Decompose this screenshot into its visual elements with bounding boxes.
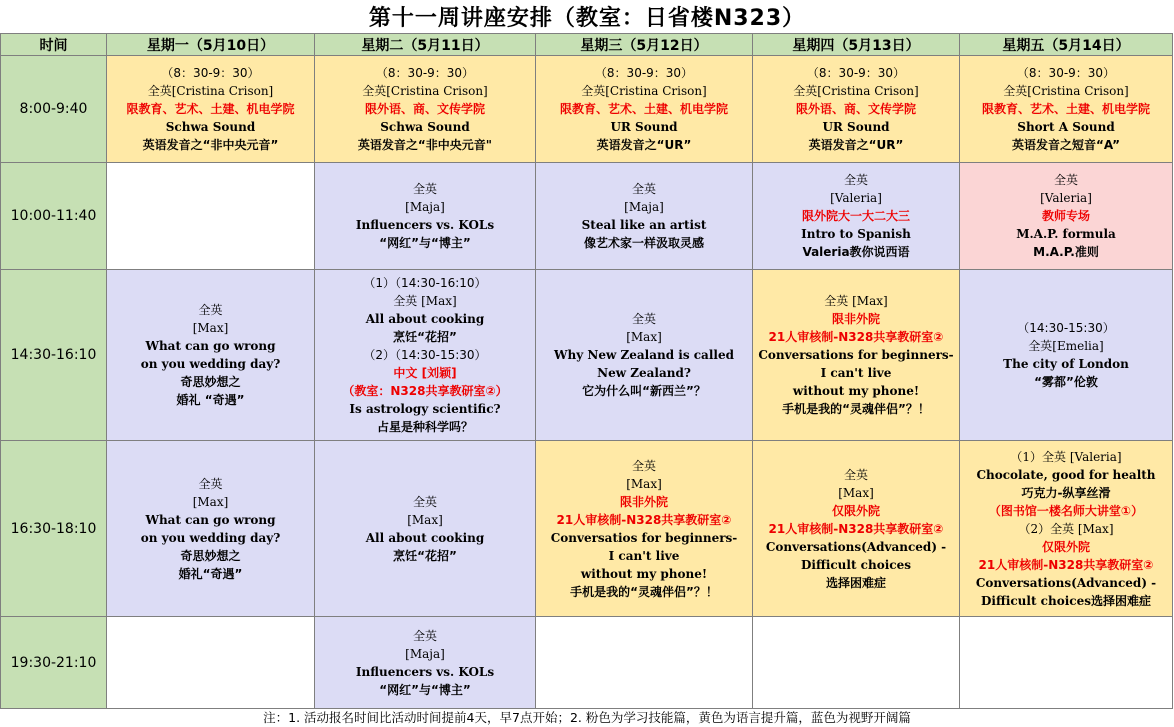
session-cell [107,441,315,617]
session-cell [753,56,960,163]
schedule-table [0,33,1173,709]
session-cell [753,270,960,441]
session-line: （1）（14:30-16:10） [363,276,487,290]
session-line: All about cooking [365,530,485,545]
session-cell [960,441,1173,617]
session-cell [107,56,315,163]
session-line: 21人审核制-N328共享教研室② [978,557,1154,572]
session-line: 全英 [412,182,437,196]
header-time: 时间 [1,34,107,56]
session-line: [Valeria] [830,191,882,205]
time-slot: 14:30-16:10 [1,270,107,441]
session-line: on you wedding day? [140,530,281,545]
session-line: 全英[Emelia] [1028,339,1104,353]
session-line: 全英 [631,458,656,473]
session-line: 21人审核制-N328共享教研室② [768,330,944,344]
session-line: [Maja] [405,200,445,214]
session-line: Schwa Sound [165,120,256,134]
session-line: 全英[Cristina Crison] [1003,84,1129,98]
session-line: 全英 [198,476,223,491]
session-line: Why New Zealand is called [554,348,734,362]
time-slot: 8:00-9:40 [1,56,107,163]
session-line: [Valeria] [1040,191,1092,205]
session-line: 全英[Cristina Crison] [581,84,707,98]
session-line: I can't live [608,548,680,563]
session-line: 手机是我的“灵魂伴侣”？！ [782,402,930,416]
session-line: [Max] [407,512,443,527]
session-line: 像艺术家一样汲取灵感 [583,236,704,250]
session-line: 烹饪“花招” [393,548,457,563]
session-line: 选择困难症 [825,575,886,590]
session-line: 限教育、艺术、土建、机电学院 [126,102,295,116]
session-line: “网红”与“博主” [379,236,471,250]
session-line: 全英[Cristina Crison] [362,84,488,98]
session-line: 奇思妙想之 [180,548,241,563]
session-line: 全英 [Max] [393,294,457,308]
session-line: [Maja] [624,200,664,214]
session-line: 限非外院 [831,312,880,326]
session-line: 限外语、商、文传学院 [795,102,916,116]
session-cell [753,617,960,709]
session-line: 中文 [刘颖] [393,366,457,380]
session-line: Short A Sound [1017,120,1115,134]
session-line: 21人审核制-N328共享教研室② [556,512,732,527]
session-line: 全英 [843,467,868,482]
footnote: 注：1. 活动报名时间比活动时间提前4天，早7点开始；2. 粉色为学习技能篇，黄色为语言提升篇，蓝色为视野开阔篇 [263,709,911,725]
session-line: [Max] [192,321,229,335]
session-line: 它为什么叫“新西兰”？ [582,384,706,398]
session-cell [107,617,315,709]
session-line: Valeria教你说西语 [802,245,910,259]
session-line: I can't live [820,366,892,380]
session-line: Conversations for beginners- [758,348,954,362]
session-line: Schwa Sound [380,120,470,134]
header-day: 星期一（5月10日） [107,34,315,56]
session-line: on you wedding day? [140,357,281,371]
session-line: （8：30-9：30） [806,66,906,80]
time-slot: 10:00-11:40 [1,163,107,270]
session-line: 婚礼“奇遇” [178,566,243,581]
session-line: Is astrology scientific? [349,402,501,416]
session-cell [536,56,753,163]
session-line: 奇思妙想之 [180,375,241,389]
session-line: （教室：N328共享教研室②） [342,384,508,398]
session-cell [315,617,536,709]
session-line: M.A.P. formula [1016,227,1116,241]
time-slot: 16:30-18:10 [1,441,107,617]
session-cell [315,56,536,163]
session-line: 全英 [631,182,656,196]
session-cell [107,163,315,270]
session-line: “雾都”伦敦 [1034,375,1098,389]
session-line: 全英 [843,173,868,187]
session-line: （8：30-9：30） [375,66,475,80]
session-line: 全英 [198,303,223,317]
session-cell [960,163,1173,270]
session-line: （2）（14:30-15:30） [363,348,487,362]
session-line: 全英 [412,494,437,509]
session-line: 全英[Cristina Crison] [793,84,919,98]
session-line: 全英 [1053,173,1078,187]
session-line: 烹饪“花招” [393,330,457,344]
session-line: without my phone! [580,566,708,581]
session-line: 仅限外院 [1041,539,1090,554]
session-line: （2）全英 [Max] [1018,521,1114,536]
page-title: 第十一周讲座安排（教室：日省楼N323） [368,6,806,31]
header-day: 星期三（5月12日） [536,34,753,56]
session-line: 巧克力-纵享丝滑 [1021,485,1111,500]
session-line: What can go wrong [145,512,276,527]
table-row [1,441,1173,617]
session-line: UR Sound [822,120,890,134]
session-line: Chocolate, good for health [976,467,1156,482]
session-line: 全英[Cristina Crison] [147,84,274,98]
session-line: All about cooking [365,312,485,326]
session-cell [315,270,536,441]
session-line: 手机是我的“灵魂伴侣”？！ [570,584,718,599]
session-line: Difficult choices [801,557,911,572]
session-line: 英语发音之“非中央元音" [357,138,493,152]
header-day: 星期四（5月13日） [753,34,960,56]
session-cell [315,441,536,617]
session-line: （8：30-9：30） [1016,66,1116,80]
session-line: （8：30-9：30） [161,66,260,80]
session-line: “网红”与“博主” [379,682,471,697]
session-line: Difficult choices选择困难症 [981,593,1151,608]
session-cell [536,441,753,617]
session-line: 英语发音之短音“A” [1012,138,1120,152]
session-cell [753,441,960,617]
session-line: [Max] [626,330,662,344]
session-cell [536,270,753,441]
session-cell [960,270,1173,441]
session-line: 英语发音之“UR” [808,138,904,152]
session-cell [960,56,1173,163]
session-line: （1）全英 [Valeria] [1010,449,1122,464]
session-line: UR Sound [610,120,678,134]
session-line: （8：30-9：30） [594,66,694,80]
session-line: New Zealand? [597,366,691,380]
session-cell [753,163,960,270]
session-line: 婚礼 “奇遇” [176,393,245,407]
session-line: （14:30-15:30） [1017,321,1115,335]
session-line: Intro to Spanish [801,227,911,241]
session-line: （图书馆一楼名师大讲堂①） [988,503,1144,518]
session-cell [107,270,315,441]
header-day: 星期五（5月14日） [960,34,1173,56]
time-slot: 19:30-21:10 [1,617,107,709]
session-line: 英语发音之“非中央元音” [142,138,279,152]
schedule-body [1,56,1173,709]
session-line: [Max] [626,476,662,491]
session-line: Conversatios for beginners- [550,530,738,545]
session-cell [315,163,536,270]
session-cell [960,617,1173,709]
session-line: 全英 [Max] [824,294,888,308]
session-line: 限外语、商、文传学院 [364,102,485,116]
session-line: 英语发音之“UR” [596,138,692,152]
session-line: Steal like an artist [581,218,707,232]
session-line: without my phone! [792,384,920,398]
table-row [1,163,1173,270]
session-line: 占星是种科学吗？ [376,420,473,434]
session-line: Influencers vs. KOLs [355,218,495,232]
session-cell [536,617,753,709]
session-line: Conversations(Advanced) - [765,539,947,554]
session-line: 全英 [631,312,656,326]
session-line: Conversations(Advanced) - [975,575,1157,590]
header-day: 星期二（5月11日） [315,34,536,56]
table-row [1,270,1173,441]
header-row [1,34,1173,56]
session-line: 限非外院 [619,494,668,509]
session-line: M.A.P.准则 [1033,245,1099,259]
session-line: Influencers vs. KOLs [355,664,495,679]
session-line: 限教育、艺术、土建、机电学院 [559,102,728,116]
table-row [1,617,1173,709]
session-line: [Max] [192,494,229,509]
session-line: 全英 [412,628,437,643]
session-line: The city of London [1003,357,1129,371]
session-line: 21人审核制-N328共享教研室② [768,521,944,536]
session-line: 教师专场 [1041,209,1090,223]
session-cell [536,163,753,270]
session-line: 限教育、艺术、土建、机电学院 [981,102,1150,116]
table-row [1,56,1173,163]
session-line: [Maja] [405,646,445,661]
session-line: [Max] [838,485,874,500]
session-line: What can go wrong [145,339,276,353]
session-line: 限外院大一大二大三 [801,209,910,223]
session-line: 仅限外院 [831,503,880,518]
